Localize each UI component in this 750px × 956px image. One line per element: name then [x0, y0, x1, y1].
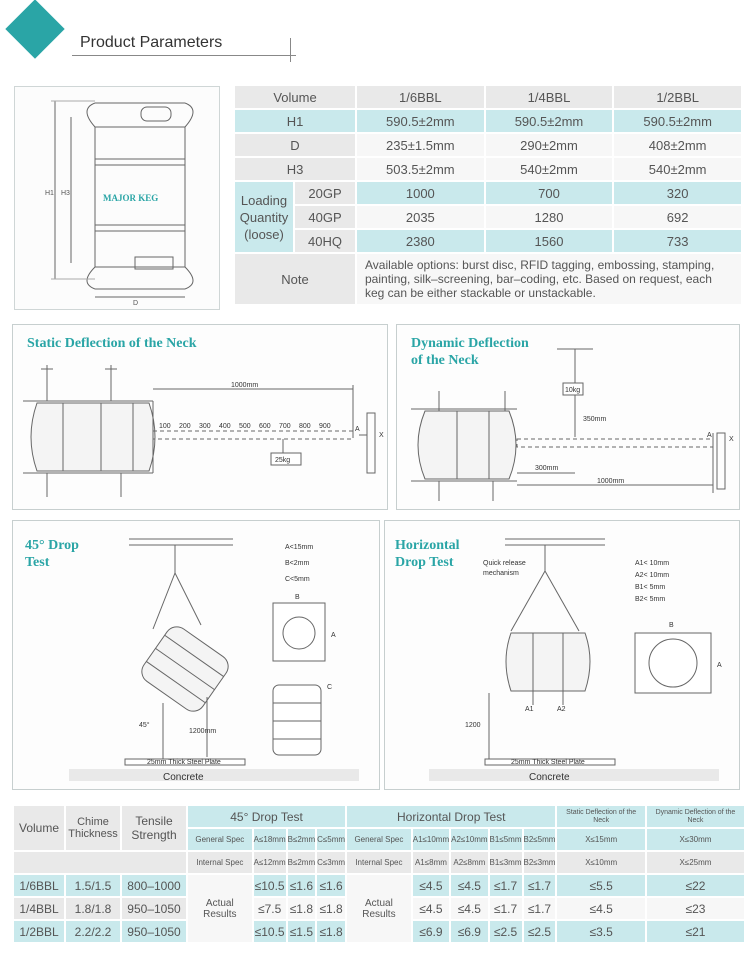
spec: A2≤10mm [451, 829, 487, 850]
tick-label: 300 [199, 423, 211, 430]
dynamic-x-label: X [729, 436, 734, 443]
tick-label: 800 [299, 423, 311, 430]
container-20gp: 20GP [295, 182, 355, 204]
drop45-c-label: C [327, 684, 333, 691]
cell: ≤3.5 [557, 921, 644, 942]
dynamic-deflection-panel [396, 324, 740, 510]
dynamic-length: 1000mm [597, 478, 625, 485]
container-40hq: 40HQ [295, 230, 355, 252]
col-header-1-2: 1/2BBL [614, 86, 741, 108]
note-label: Note [235, 254, 355, 304]
hdrop-release-l2: mechanism [483, 570, 519, 577]
hdrop-title-l2: Drop Test [395, 555, 454, 570]
cell: 692 [614, 206, 741, 228]
general-spec-label: General Spec [188, 829, 252, 850]
row-label-d: D [235, 134, 355, 156]
spec: B1≤5mm [490, 829, 522, 850]
actual-results-label: Actual Results [188, 875, 252, 942]
row-volume: 1/6BBL [14, 875, 64, 896]
cell: ≤5.5 [557, 875, 644, 896]
keg-label-h1: H1 [45, 190, 54, 197]
row-tensile: 950–1050 [122, 921, 186, 942]
hdrop-spec-b2: B2< 5mm [635, 596, 666, 603]
tick-label: 100 [159, 423, 171, 430]
results-table [12, 804, 746, 944]
drop45-plate: 25mm Thick Steel Plate [147, 759, 221, 766]
cell: ≤1.5 [288, 921, 316, 942]
dynamic-a-label: A [707, 432, 712, 439]
hdrop-diagram [385, 521, 741, 791]
static-diagram [13, 325, 389, 511]
hdrop-a1-label: A1 [525, 706, 534, 713]
col-header-1-4: 1/4BBL [486, 86, 613, 108]
internal-spec-label: Internal Spec [188, 852, 252, 873]
row-chime: 2.2/2.2 [66, 921, 120, 942]
cell: 2380 [357, 230, 484, 252]
drop45-panel [12, 520, 380, 790]
hdrop-height: 1200 [465, 722, 481, 729]
row-tensile: 800–1000 [122, 875, 186, 896]
spec: X≤30mm [647, 829, 744, 850]
row-tensile: 950–1050 [122, 898, 186, 919]
static-x-label: X [379, 432, 384, 439]
cell: 733 [614, 230, 741, 252]
spec: B2≤3mm [524, 852, 556, 873]
hdrop-b-label: B [669, 622, 674, 629]
spec: B2≤5mm [524, 829, 556, 850]
spec: X≤25mm [647, 852, 744, 873]
cell: 700 [486, 182, 613, 204]
page-title: Product Parameters [80, 34, 223, 51]
spec: B≤2mm [288, 829, 316, 850]
title-underline [72, 55, 296, 56]
cell: ≤1.7 [490, 898, 522, 919]
hdrop-spec-b1: B1< 5mm [635, 584, 666, 591]
row-label-h1: H1 [235, 110, 355, 132]
parameter-table [233, 84, 743, 306]
loading-label-l3: (loose) [244, 226, 284, 242]
cell: 235±1.5mm [357, 134, 484, 156]
hdrop-ground: Concrete [529, 772, 570, 783]
header-diamond-icon [5, 0, 64, 59]
cell: ≤10.5 [254, 875, 286, 896]
cell: ≤1.8 [317, 921, 345, 942]
cell: 408±2mm [614, 134, 741, 156]
cell: ≤4.5 [413, 875, 449, 896]
note-text: Available options: burst disc, RFID tagging, embossing, stamping, painting, silk–screening, bar–coding, etc. Based on request, each keg can be either stackable or unstackable. [357, 254, 741, 304]
drop45-spec-a: A<15mm [285, 544, 314, 551]
dynamic-drop: 350mm [583, 416, 607, 423]
actual-results-label: Actual Results [347, 875, 411, 942]
spec: B1≤3mm [490, 852, 522, 873]
title-divider [290, 38, 291, 62]
hdrop-plate: 25mm Thick Steel Plate [511, 759, 585, 766]
cell: ≤1.8 [288, 898, 316, 919]
cell: 2035 [357, 206, 484, 228]
keg-label-h3: H3 [61, 190, 70, 197]
spec: C≤3mm [317, 852, 345, 873]
cell: ≤10.5 [254, 921, 286, 942]
drop45-a-label: A [331, 632, 336, 639]
cell: ≤2.5 [490, 921, 522, 942]
row-volume: 1/4BBL [14, 898, 64, 919]
drop45-diagram [13, 521, 381, 791]
cell: ≤6.9 [451, 921, 487, 942]
cell: ≤1.6 [317, 875, 345, 896]
tick-label: 700 [279, 423, 291, 430]
keg-drawing [15, 87, 221, 311]
loading-label-l1: Loading [240, 192, 288, 208]
cell: 540±2mm [614, 158, 741, 180]
spec: A1≤8mm [413, 852, 449, 873]
cell: ≤1.8 [317, 898, 345, 919]
drop45-spec-c: C<5mm [285, 576, 310, 583]
drop45-ground: Concrete [163, 772, 204, 783]
h-horizontal: Horizontal Drop Test [347, 806, 555, 827]
spec: A2≤8mm [451, 852, 487, 873]
h-static: Static Deflection of the Neck [557, 806, 644, 827]
h-dynamic: Dynamic Deflection of the Neck [647, 806, 744, 827]
cell: ≤1.6 [288, 875, 316, 896]
cell: 590.5±2mm [357, 110, 484, 132]
spec: B≤2mm [288, 852, 316, 873]
cell: ≤4.5 [451, 875, 487, 896]
container-40gp: 40GP [295, 206, 355, 228]
spec: X≤15mm [557, 829, 644, 850]
dynamic-title-l1: Dynamic Deflection [411, 336, 529, 351]
drop45-b-label: B [295, 594, 300, 601]
dynamic-title-l2: of the Neck [411, 353, 479, 368]
spec: C≤5mm [317, 829, 345, 850]
hdrop-panel [384, 520, 740, 790]
cell: ≤2.5 [524, 921, 556, 942]
tick-label: 200 [179, 423, 191, 430]
tick-label: 600 [259, 423, 271, 430]
h-drop45: 45° Drop Test [188, 806, 345, 827]
hdrop-spec-a2: A2< 10mm [635, 572, 670, 579]
drop45-spec-b: B<2mm [285, 560, 310, 567]
cell: 290±2mm [486, 134, 613, 156]
keg-label-d: D [133, 300, 139, 307]
cell: ≤4.5 [451, 898, 487, 919]
dynamic-weight: 10kg [565, 387, 581, 394]
tick-label: 400 [219, 423, 231, 430]
internal-spec-label: Internal Spec [347, 852, 411, 873]
cell: 1560 [486, 230, 613, 252]
cell: 320 [614, 182, 741, 204]
col-header-1-6: 1/6BBL [357, 86, 484, 108]
static-a-label: A [355, 426, 360, 433]
static-title: Static Deflection of the Neck [27, 336, 197, 351]
hdrop-a-label: A [717, 662, 722, 669]
cell: ≤1.7 [524, 898, 556, 919]
row-chime: 1.8/1.8 [66, 898, 120, 919]
static-length: 1000mm [231, 382, 259, 389]
tick-label: 900 [319, 423, 331, 430]
cell: 1000 [357, 182, 484, 204]
h-volume: Volume [14, 806, 64, 850]
static-deflection-panel [12, 324, 388, 510]
cell: 503.5±2mm [357, 158, 484, 180]
h-tensile: Tensile Strength [122, 806, 186, 850]
cell: ≤23 [647, 898, 744, 919]
tick-label: 500 [239, 423, 251, 430]
cell: ≤4.5 [413, 898, 449, 919]
cell: ≤4.5 [557, 898, 644, 919]
h-chime: Chime Thickness [66, 806, 120, 850]
hdrop-title-l1: Horizontal [395, 538, 460, 553]
cell: 590.5±2mm [614, 110, 741, 132]
cell: ≤1.7 [490, 875, 522, 896]
cell: 590.5±2mm [486, 110, 613, 132]
spec: X≤10mm [557, 852, 644, 873]
spec: A≤12mm [254, 852, 286, 873]
drop45-height: 1200mm [189, 728, 217, 735]
hdrop-a2-label: A2 [557, 706, 566, 713]
drop45-title-l2: Test [25, 555, 50, 570]
keg-logo: MAJOR KEG [103, 193, 159, 203]
cell: ≤1.7 [524, 875, 556, 896]
cell: ≤6.9 [413, 921, 449, 942]
loading-label [235, 182, 293, 252]
col-header-volume: Volume [235, 86, 355, 108]
cell: ≤21 [647, 921, 744, 942]
hdrop-spec-a1: A1< 10mm [635, 560, 670, 567]
cell: 540±2mm [486, 158, 613, 180]
row-chime: 1.5/1.5 [66, 875, 120, 896]
cell: ≤7.5 [254, 898, 286, 919]
spacer [14, 852, 186, 873]
row-label-h3: H3 [235, 158, 355, 180]
spec: A1≤10mm [413, 829, 449, 850]
hdrop-release-l1: Quick release [483, 560, 526, 567]
dynamic-diagram [397, 325, 741, 511]
drop45-title-l1: 45° Drop [25, 538, 79, 553]
dynamic-offset: 300mm [535, 465, 559, 472]
spec: A≤18mm [254, 829, 286, 850]
keg-drawing-panel [14, 86, 220, 310]
static-weight: 25kg [275, 457, 291, 464]
loading-label-l2: Quantity [239, 209, 289, 225]
cell: ≤22 [647, 875, 744, 896]
cell: 1280 [486, 206, 613, 228]
row-volume: 1/2BBL [14, 921, 64, 942]
general-spec-label: General Spec [347, 829, 411, 850]
drop45-angle: 45° [139, 722, 150, 729]
